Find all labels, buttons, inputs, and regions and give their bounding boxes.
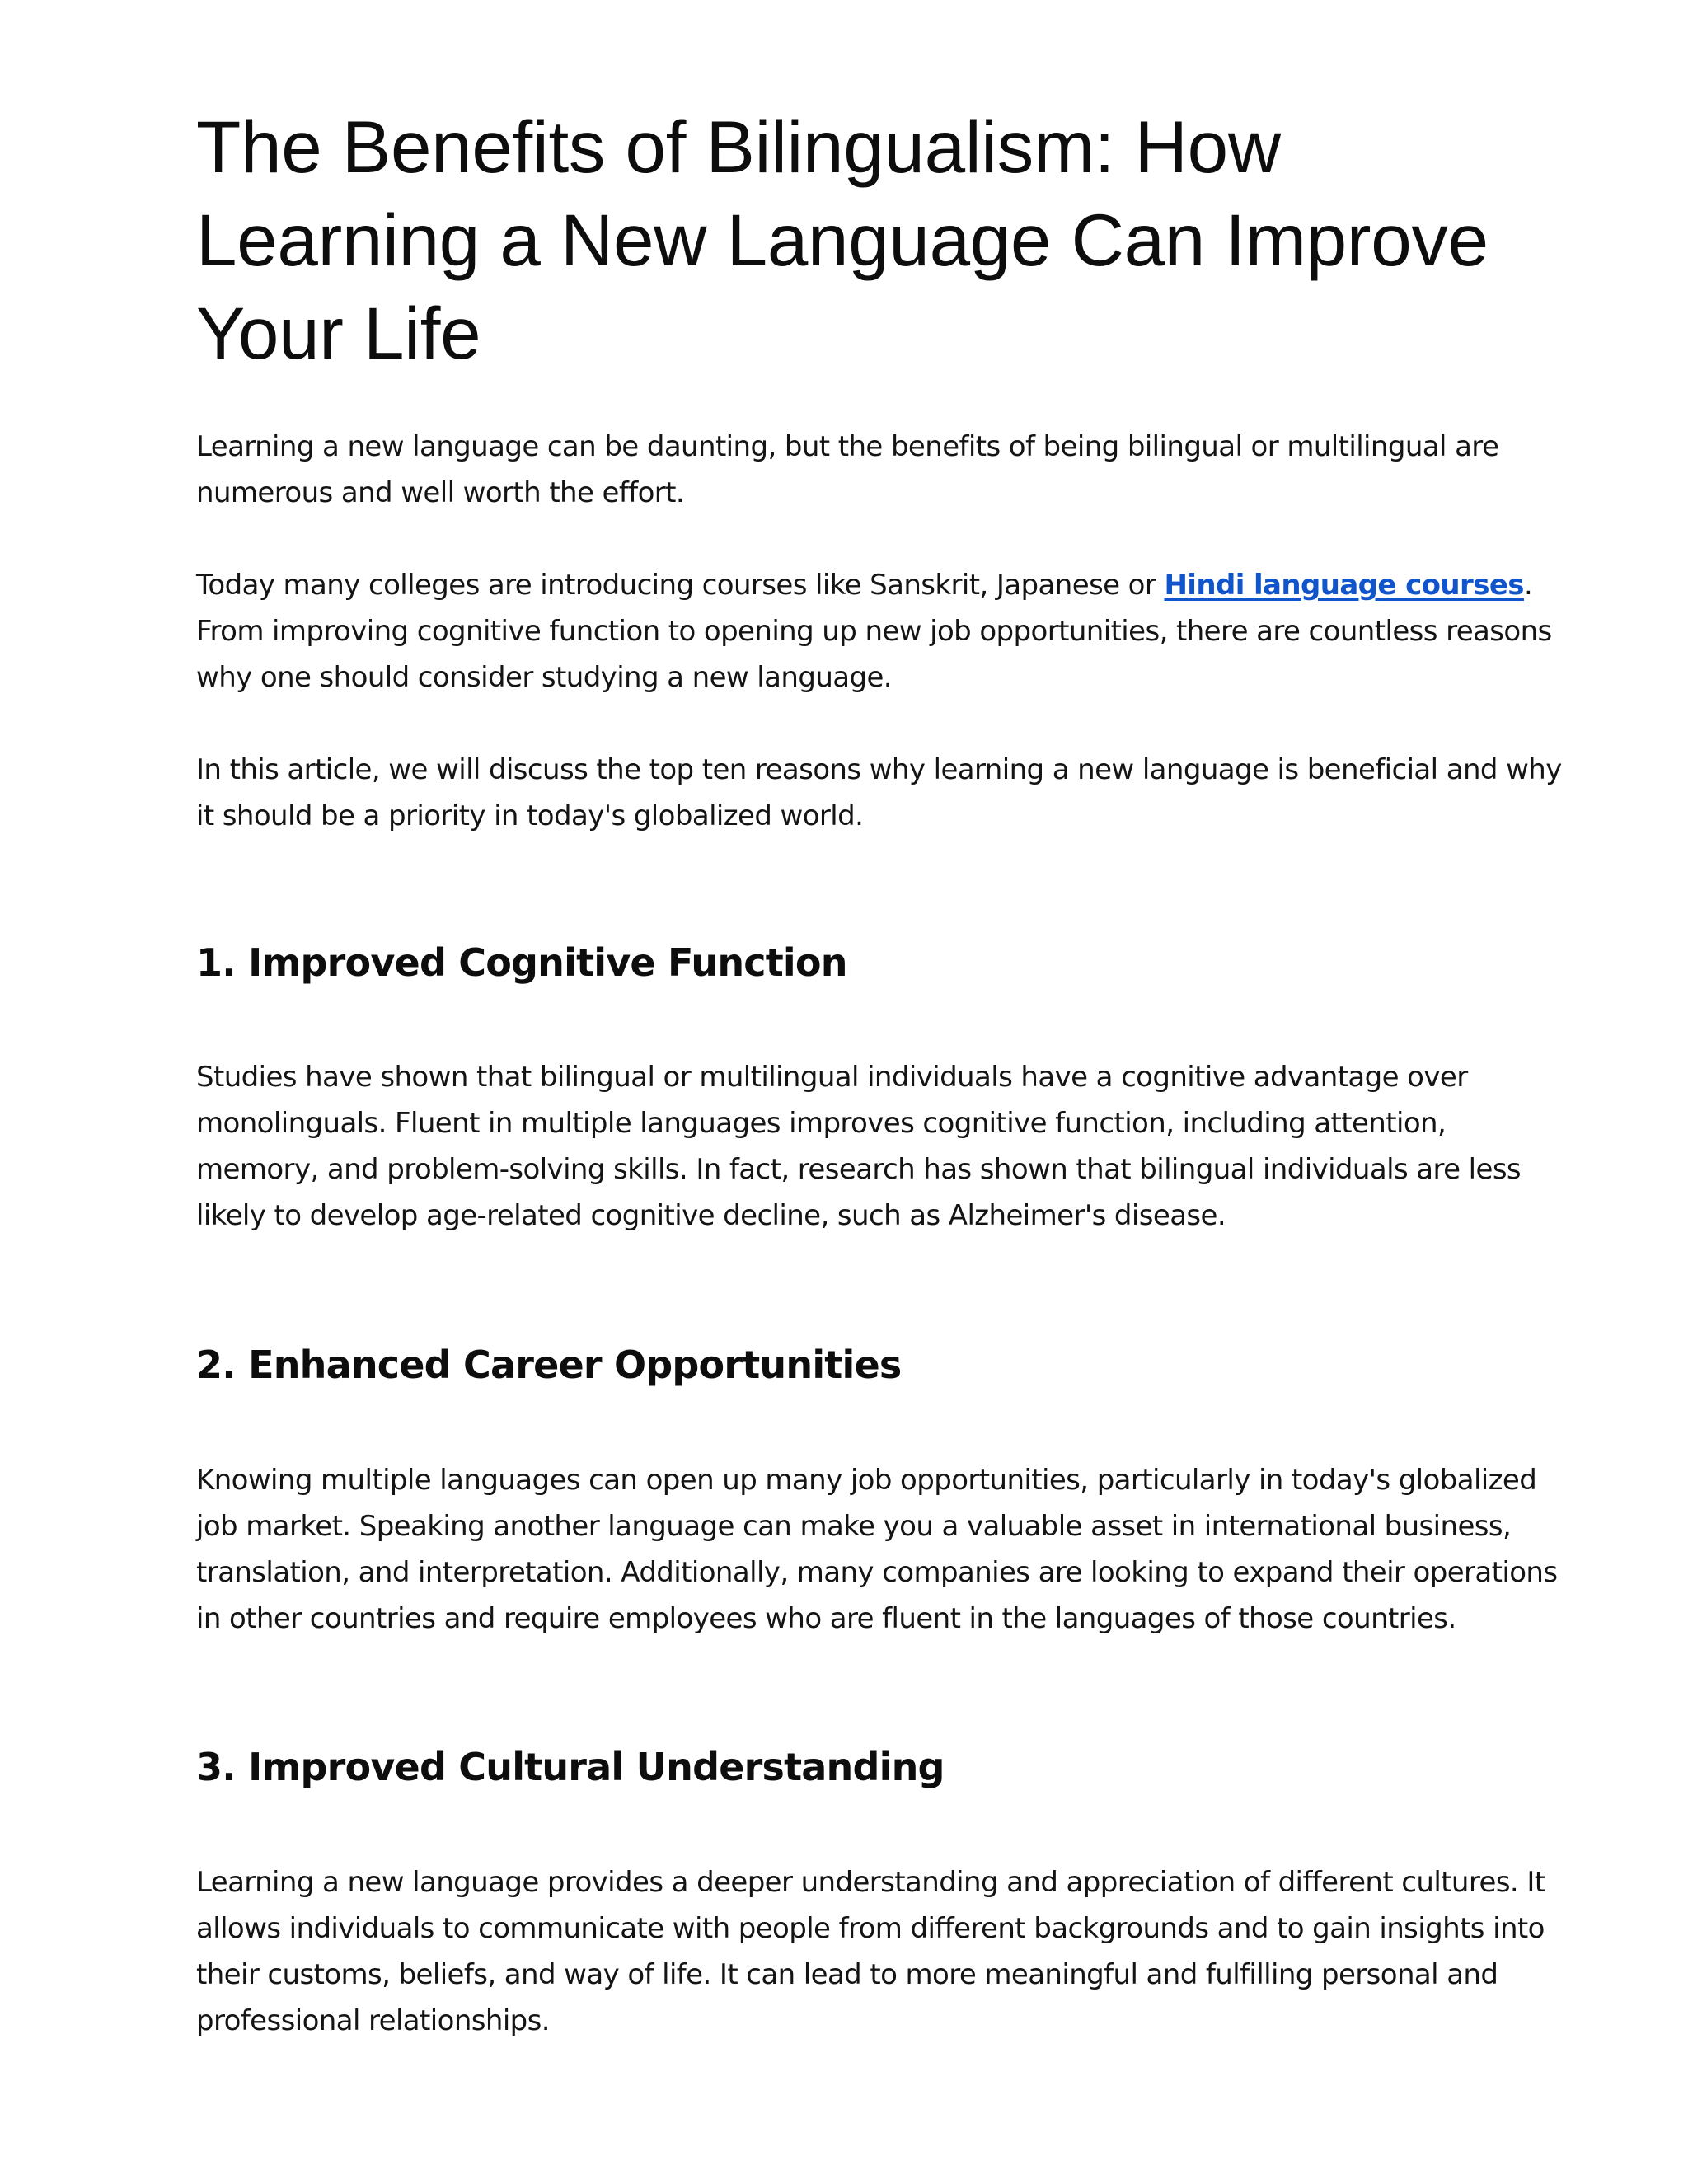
section-body-career: Knowing multiple languages can open up many job opportunities, particularly in today's globalized job market. Speaking another language can make you a valuable asset in international business, translation, and interpretation. Additionally, many companies are looking to expand their operations in other countries and require employees who are fluent in the languages of those countries. (196, 1464, 1558, 1635)
section-body-cultural: Learning a new language provides a deeper understanding and appreciation of different cultures. It allows individuals to communicate with people from different backgrounds and to gain insights into their customs, beliefs, and way of life. It can lead to more meaningful and fulfilling personal and professional relationships. (196, 1866, 1545, 2037)
intro-paragraph-2-lead: Today many colleges are introducing courses like Sanskrit, Japanese or (196, 569, 1165, 602)
section-heading-career: 2. Enhanced Career Opportunities (196, 1343, 902, 1387)
hindi-courses-link[interactable]: Hindi language courses (1164, 569, 1524, 602)
intro-paragraph-2-tail: . From improving cognitive function to opening up new job opportunities, there are countless reasons why one should consider studying a new language. (196, 569, 1552, 694)
document-page (196, 0, 1564, 2044)
intro-paragraph-3: In this article, we will discuss the top ten reasons why learning a new language is beneficial and why it should be a priority in today's globalized world. (196, 753, 1562, 832)
section-heading-cultural: 3. Improved Cultural Understanding (196, 1745, 945, 1789)
document-title: The Benefits of Bilingualism: How Learning a New Language Can Improve Your Life (196, 105, 1489, 374)
section-body-cognitive: Studies have shown that bilingual or multilingual individuals have a cognitive advantage over monolinguals. Fluent in multiple languages improves cognitive function, including attention, memory, and problem-solving skills. In fact, research has shown that bilingual individuals are less likely to develop age-related cognitive decline, such as Alzheimer's disease. (196, 1061, 1522, 1232)
intro-paragraph-1: Learning a new language can be daunting, but the benefits of being bilingual or multilingual are numerous and well worth the effort. (196, 430, 1499, 509)
intro-paragraph-2 (196, 562, 1564, 701)
section-heading-cognitive: 1. Improved Cognitive Function (196, 940, 847, 985)
